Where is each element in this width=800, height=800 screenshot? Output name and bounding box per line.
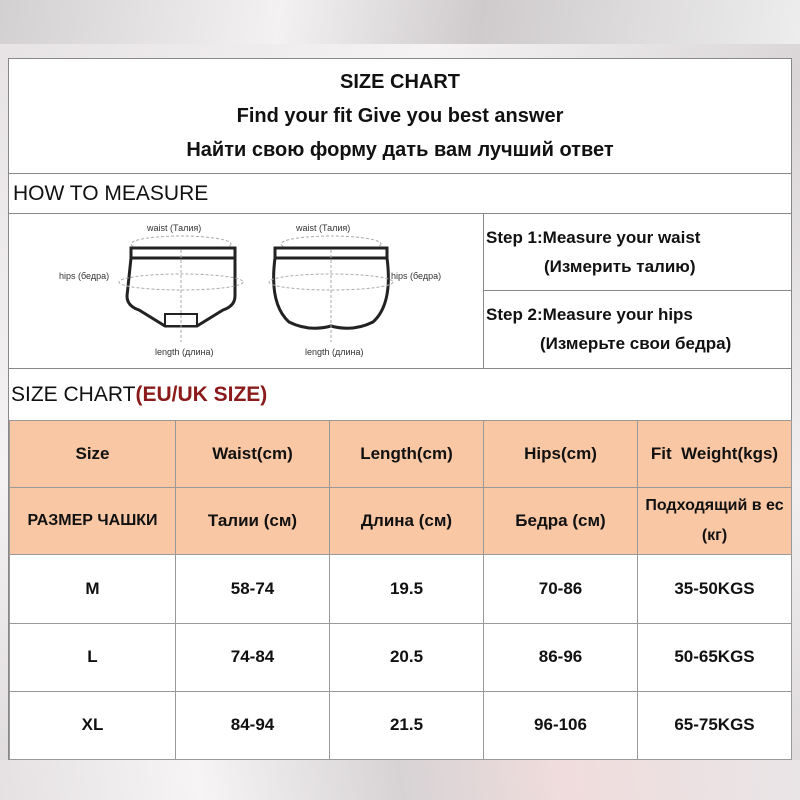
cell-hips: 70-86 [484, 555, 638, 623]
cell-waist: 84-94 [176, 691, 330, 759]
cell-hips: 86-96 [484, 623, 638, 691]
front-hips-label: hips (бедра) [59, 271, 110, 281]
header-hips-ru: Бедра (см) [484, 488, 638, 555]
header-hips: Hips(cm) [484, 421, 638, 488]
cell-hips: 96-106 [484, 691, 638, 759]
briefs-illustration [9, 214, 483, 368]
front-briefs-icon [119, 236, 243, 342]
table-row [10, 691, 792, 759]
header-length-ru: Длина (см) [330, 488, 484, 555]
cell-waist: 74-84 [176, 623, 330, 691]
size-table [9, 420, 792, 760]
subtitle-en: Find your fit Give you best answer [236, 105, 564, 127]
measurement-diagram [9, 214, 484, 368]
header-size: Size [10, 421, 176, 488]
step-1-sub: (Измерить талию) [544, 257, 696, 276]
step-2-sub: (Измерьте свои бедра) [540, 334, 732, 353]
cell-weight: 65-75KGS [638, 691, 792, 759]
table-row [10, 555, 792, 623]
cell-length: 21.5 [330, 691, 484, 759]
header-waist-ru: Талии (см) [176, 488, 330, 555]
size-chart-heading-region: (EU/UK SIZE) [135, 383, 268, 406]
subtitle-ru: Найти свою форму дать вам лучший ответ [186, 139, 614, 161]
back-length-label: length (длина) [305, 347, 364, 357]
header-size-ru: РАЗМЕР ЧАШКИ [10, 488, 176, 555]
measure-steps [484, 214, 791, 368]
how-to-measure-heading [9, 173, 791, 214]
cell-weight: 35-50KGS [638, 555, 792, 623]
cell-size: XL [10, 691, 176, 759]
size-chart-heading-prefix: SIZE CHART [11, 383, 136, 406]
title-block [9, 59, 791, 174]
header-fit-weight-ru: Подходящий в ес (кг) [638, 488, 792, 555]
front-length-label: length (длина) [155, 347, 214, 357]
size-chart-card [8, 58, 792, 760]
size-chart-heading [9, 368, 791, 420]
table-header-row-ru [10, 488, 792, 555]
how-to-measure-title: HOW TO MEASURE [13, 182, 209, 205]
cell-waist: 58-74 [176, 555, 330, 623]
measure-row [9, 214, 791, 369]
step-2-text: Step 2:Measure your hips [486, 305, 693, 324]
step-1 [484, 214, 791, 291]
step-1-text: Step 1:Measure your waist [486, 228, 701, 247]
back-waist-label: waist (Талия) [296, 223, 351, 233]
cell-length: 19.5 [330, 555, 484, 623]
back-hips-label: hips (бедра) [391, 271, 442, 281]
background-top [0, 0, 800, 44]
header-fit-weight: Fit Weight(kgs) [638, 421, 792, 488]
table-header-row-en [10, 421, 792, 488]
header-length: Length(cm) [330, 421, 484, 488]
back-briefs-icon [269, 236, 393, 342]
table-row [10, 623, 792, 691]
cell-size: L [10, 623, 176, 691]
header-waist: Waist(cm) [176, 421, 330, 488]
cell-size: M [10, 555, 176, 623]
background-bottom [0, 760, 800, 800]
cell-weight: 50-65KGS [638, 623, 792, 691]
page-title: SIZE CHART [340, 71, 460, 93]
front-waist-label: waist (Талия) [147, 223, 202, 233]
step-2 [484, 291, 791, 367]
cell-length: 20.5 [330, 623, 484, 691]
